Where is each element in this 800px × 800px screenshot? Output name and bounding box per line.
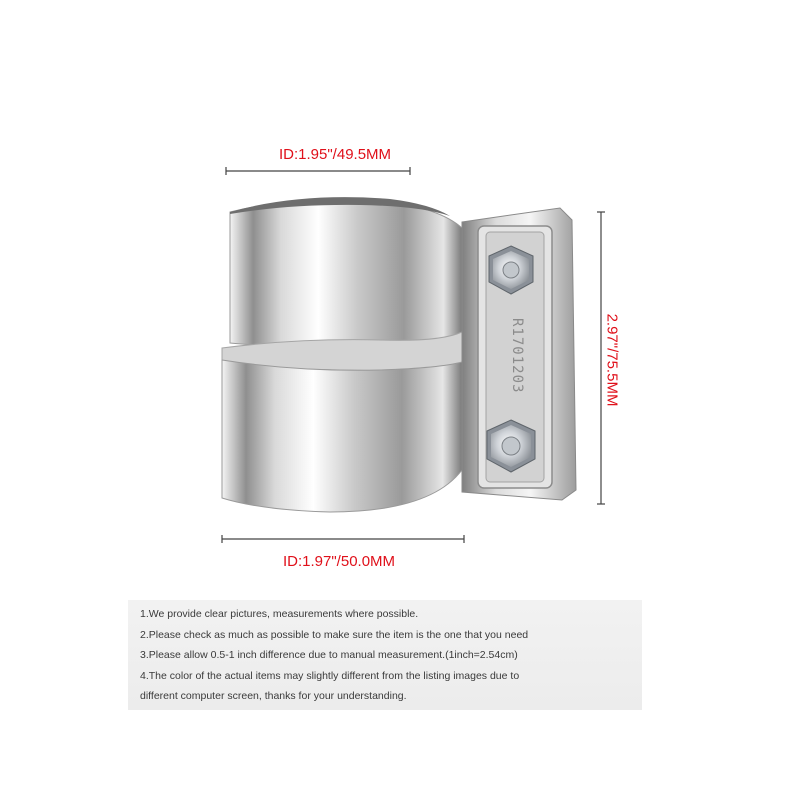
upper-tube bbox=[230, 199, 462, 349]
note-line: 1.We provide clear pictures, measurements where possible. bbox=[140, 608, 419, 620]
lower-tube bbox=[222, 360, 462, 512]
inner-diameter-bottom-label: ID:1.97"/50.0MM bbox=[283, 553, 396, 570]
height-label: 2.97"/75.5MM bbox=[603, 313, 621, 407]
note-line: 2.Please check as much as possible to make sure the item is the one that you need bbox=[140, 628, 529, 641]
inner-diameter-top-label: ID:1.95"/49.5MM bbox=[279, 146, 392, 163]
notes-panel bbox=[128, 600, 642, 710]
top-dimension-line bbox=[226, 167, 410, 175]
bottom-dimension-line bbox=[222, 535, 464, 543]
note-line: different computer screen, thanks for your understanding. bbox=[140, 690, 407, 702]
note-line: 3.Please allow 0.5-1 inch difference due to manual measurement.(1inch=2.54cm) bbox=[140, 649, 518, 661]
note-line: 4.The color of the actual items may slightly different from the listing images due to bbox=[140, 669, 520, 682]
band-stamp-text: R1701203 bbox=[509, 318, 525, 394]
